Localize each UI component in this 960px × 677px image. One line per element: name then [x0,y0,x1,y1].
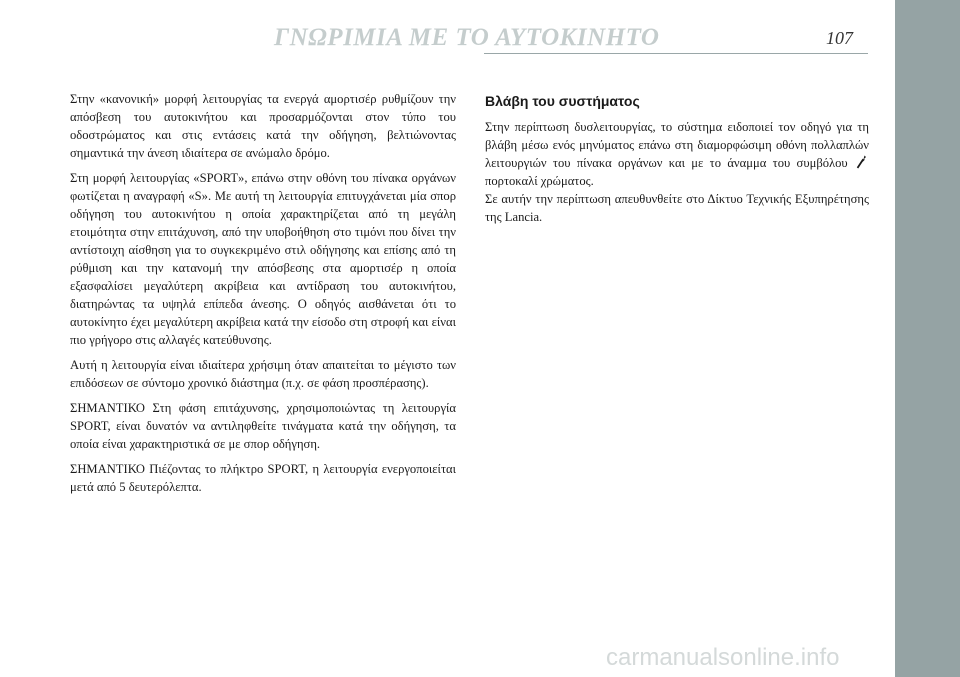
right-text-column [485,92,869,226]
paragraph-service-network: Σε αυτήν την περίπτωση απευθυνθείτε στο Δίκτυο Τεχνικής Εξυπηρέτησης της Lancia. [485,192,869,224]
paragraph-sport-mode: Στη μορφή λειτουργίας «SPORT», επάνω στην οθόνη του πίνακα οργάνων φωτίζεται η αναγραφή «S». Με αυτή τη λειτουργία επιτυγχάνεται μία σπορ οδήγηση του αυτοκινήτου η οποία χαρακτηρίζεται από τη μεγάλη ετοιμότητα στην επιτάχυνση, από την υποβοήθηση στο τιμόνι που δίνει την αντίστοιχη αίσθηση για το συγκεκριμένο στιλ οδήγησης και επίσης από τη ρύθμιση και την κατανομή την απόσβεσης στα αμορτισέρ η οποία εξασφαλίσει μεγαλύτερη ακρίβεια και αντίδραση του αυτοκινήτου, διατηρώντας τα υψηλά επίπεδα άνεσης. Ο οδηγός αισθάνεται ότι το αυτοκίνητο έχει μεγαλύτερη ακρίβεια κατά την είσοδο στη στροφή και είναι πιο γρήγορο στις αλλαγές κατεύθυνσης. [70,171,456,347]
header-divider [484,53,868,54]
failure-text-after-icon: πορτοκαλί χρώματος. [485,174,594,188]
paragraph-important-sport-button: ΣΗΜΑΝΤΙΚΟ Πιέζοντας το πλήκτρο SPORT, η λειτουργία ενεργοποιείται μετά από 5 δευτερόλεπτα. [70,462,456,494]
paragraph-important-acceleration: ΣΗΜΑΝΤΙΚΟ Στη φάση επιτάχυνσης, χρησιμοποιώντας τη λειτουργία SPORT, είναι δυνατόν να αντιληφθείτε τινάγματα κατά την οδήγηση, τα οποία είναι χαρακτηριστικά σε με σπορ οδήγηση. [70,401,456,451]
wrench-icon [856,155,867,169]
left-text-column [70,90,456,503]
section-heading-system-failure: Βλάβη του συστήματος [485,93,640,109]
failure-text-before-icon: Στην περίπτωση δυσλειτουργίας, το σύστημα ειδοποιεί τον οδηγό για τη βλάβη μέσω ενός μηνύματος επάνω στη διαμορφώσιμη οθόνη πολλαπλών λειτουργιών του πίνακα οργάνων και με το άναμμα του συμβόλου [485,120,869,170]
page-number: 107 [826,28,853,48]
page-title: ΓΝΩΡΙΜΙΑ ΜΕ ΤΟ ΑΥΤΟΚΙΝΗΤΟ [274,24,660,51]
watermark: carmanualsonline.info [606,644,840,671]
side-color-band [895,0,960,677]
paragraph-normal-mode: Στην «κανονική» μορφή λειτουργίας τα ενεργά αμορτισέρ ρυθμίζουν την απόσβεση του αυτοκινήτου και προσαρμόζονται στον τύπο του οδοστρώματος και στις εντάσεις κατά την οδήγηση, βελτιώνοντας σημαντικά την άνεση ιδιαίτερα σε ανώμαλο δρόμο. [70,92,456,160]
paragraph-failure-message [485,118,869,190]
paragraph-usage: Αυτή η λειτουργία είναι ιδιαίτερα χρήσιμη όταν απαιτείται το μέγιστο των επιδόσεων σε σύντομο χρονικό διάστημα (π.χ. σε φάση προσπέρασης). [70,358,456,390]
